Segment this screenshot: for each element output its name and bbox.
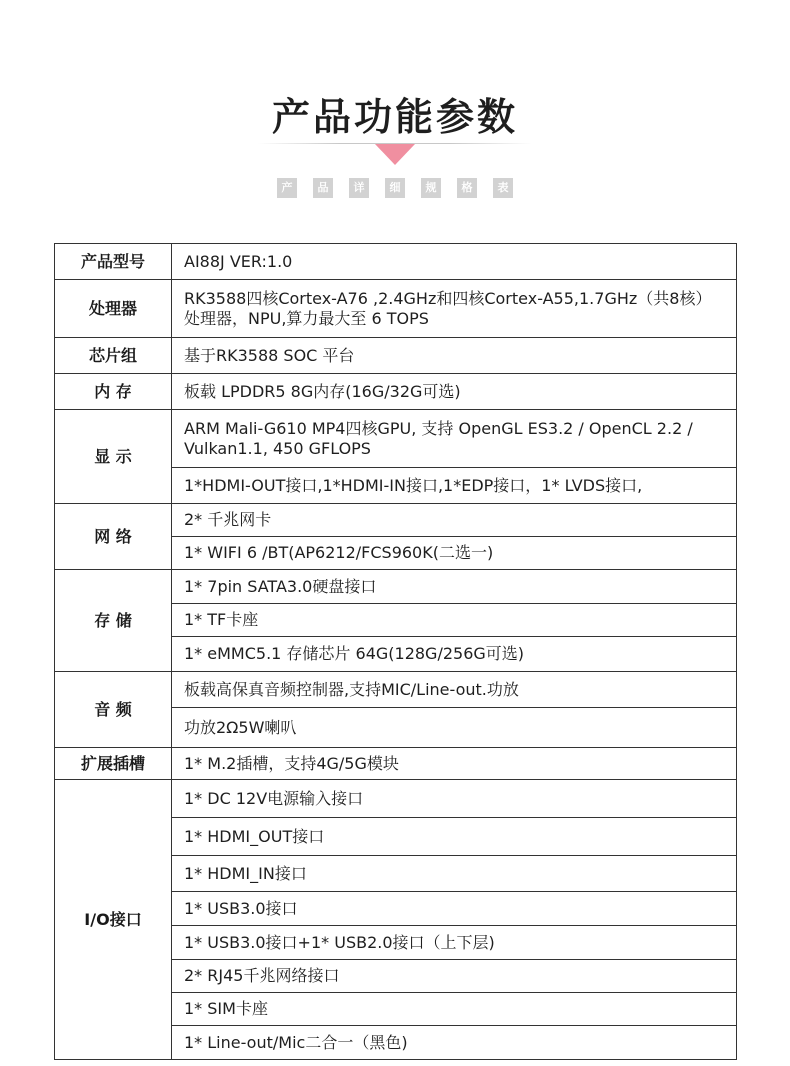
subtitle-char: 详 bbox=[349, 178, 369, 198]
category-cell: 网 络 bbox=[55, 504, 172, 570]
triangle-down-icon bbox=[375, 144, 415, 165]
table-row bbox=[55, 374, 737, 410]
value-cell: 1* SIM卡座 bbox=[172, 993, 737, 1026]
value-cell: 1* HDMI_IN接口 bbox=[172, 856, 737, 892]
table-row bbox=[55, 244, 737, 280]
value-cell: 1* HDMI_OUT接口 bbox=[172, 818, 737, 856]
value-cell: 1* WIFI 6 /BT(AP6212/FCS960K(二选一) bbox=[172, 537, 737, 570]
category-cell: 显 示 bbox=[55, 410, 172, 504]
value-cell: 1* DC 12V电源输入接口 bbox=[172, 780, 737, 818]
category-cell: 内 存 bbox=[55, 374, 172, 410]
value-cell: 1* USB3.0接口 bbox=[172, 892, 737, 926]
table-row bbox=[55, 410, 737, 468]
value-cell: 2* RJ45千兆网络接口 bbox=[172, 960, 737, 993]
subtitle bbox=[277, 178, 513, 198]
value-cell: AI88J VER:1.0 bbox=[172, 244, 737, 280]
value-cell: 板载 LPDDR5 8G内存(16G/32G可选) bbox=[172, 374, 737, 410]
table-row bbox=[55, 570, 737, 604]
value-cell: 基于RK3588 SOC 平台 bbox=[172, 338, 737, 374]
value-cell: 2* 千兆网卡 bbox=[172, 504, 737, 537]
category-cell: 产品型号 bbox=[55, 244, 172, 280]
value-cell: ARM Mali-G610 MP4四核GPU, 支持 OpenGL ES3.2 / OpenCL 2.2 / Vulkan1.1, 450 GFLOPS bbox=[172, 410, 737, 468]
category-cell: 芯片组 bbox=[55, 338, 172, 374]
value-cell: 1* TF卡座 bbox=[172, 604, 737, 637]
table-row bbox=[55, 504, 737, 537]
category-cell: I/O接口 bbox=[55, 780, 172, 1060]
value-cell: 1* eMMC5.1 存储芯片 64G(128G/256G可选) bbox=[172, 637, 737, 672]
category-cell: 音 频 bbox=[55, 672, 172, 748]
subtitle-char: 规 bbox=[421, 178, 441, 198]
spec-table bbox=[54, 243, 737, 1060]
table-row bbox=[55, 338, 737, 374]
category-cell: 处理器 bbox=[55, 280, 172, 338]
subtitle-char: 细 bbox=[385, 178, 405, 198]
table-row bbox=[55, 280, 737, 338]
value-cell: 1* M.2插槽，支持4G/5G模块 bbox=[172, 748, 737, 780]
value-cell: RK3588四核Cortex-A76 ,2.4GHz和四核Cortex-A55,1.7GHz（共8核）处理器，NPU,算力最大至 6 TOPS bbox=[172, 280, 737, 338]
table-row bbox=[55, 748, 737, 780]
value-cell: 1*HDMI-OUT接口,1*HDMI-IN接口,1*EDP接口，1* LVDS接口, bbox=[172, 468, 737, 504]
subtitle-char: 品 bbox=[313, 178, 333, 198]
value-cell: 功放2Ω5W喇叭 bbox=[172, 708, 737, 748]
spec-heading bbox=[0, 0, 790, 230]
table-row bbox=[55, 780, 737, 818]
value-cell: 板载高保真音频控制器,支持MIC/Line-out.功放 bbox=[172, 672, 737, 708]
value-cell: 1* USB3.0接口+1* USB2.0接口（上下层) bbox=[172, 926, 737, 960]
value-cell: 1* 7pin SATA3.0硬盘接口 bbox=[172, 570, 737, 604]
value-cell: 1* Line-out/Mic二合一（黑色) bbox=[172, 1026, 737, 1060]
category-cell: 存 储 bbox=[55, 570, 172, 672]
page-title: 产品功能参数 bbox=[271, 95, 518, 139]
table-row bbox=[55, 672, 737, 708]
subtitle-char: 表 bbox=[493, 178, 513, 198]
subtitle-char: 格 bbox=[457, 178, 477, 198]
category-cell: 扩展插槽 bbox=[55, 748, 172, 780]
subtitle-char: 产 bbox=[277, 178, 297, 198]
